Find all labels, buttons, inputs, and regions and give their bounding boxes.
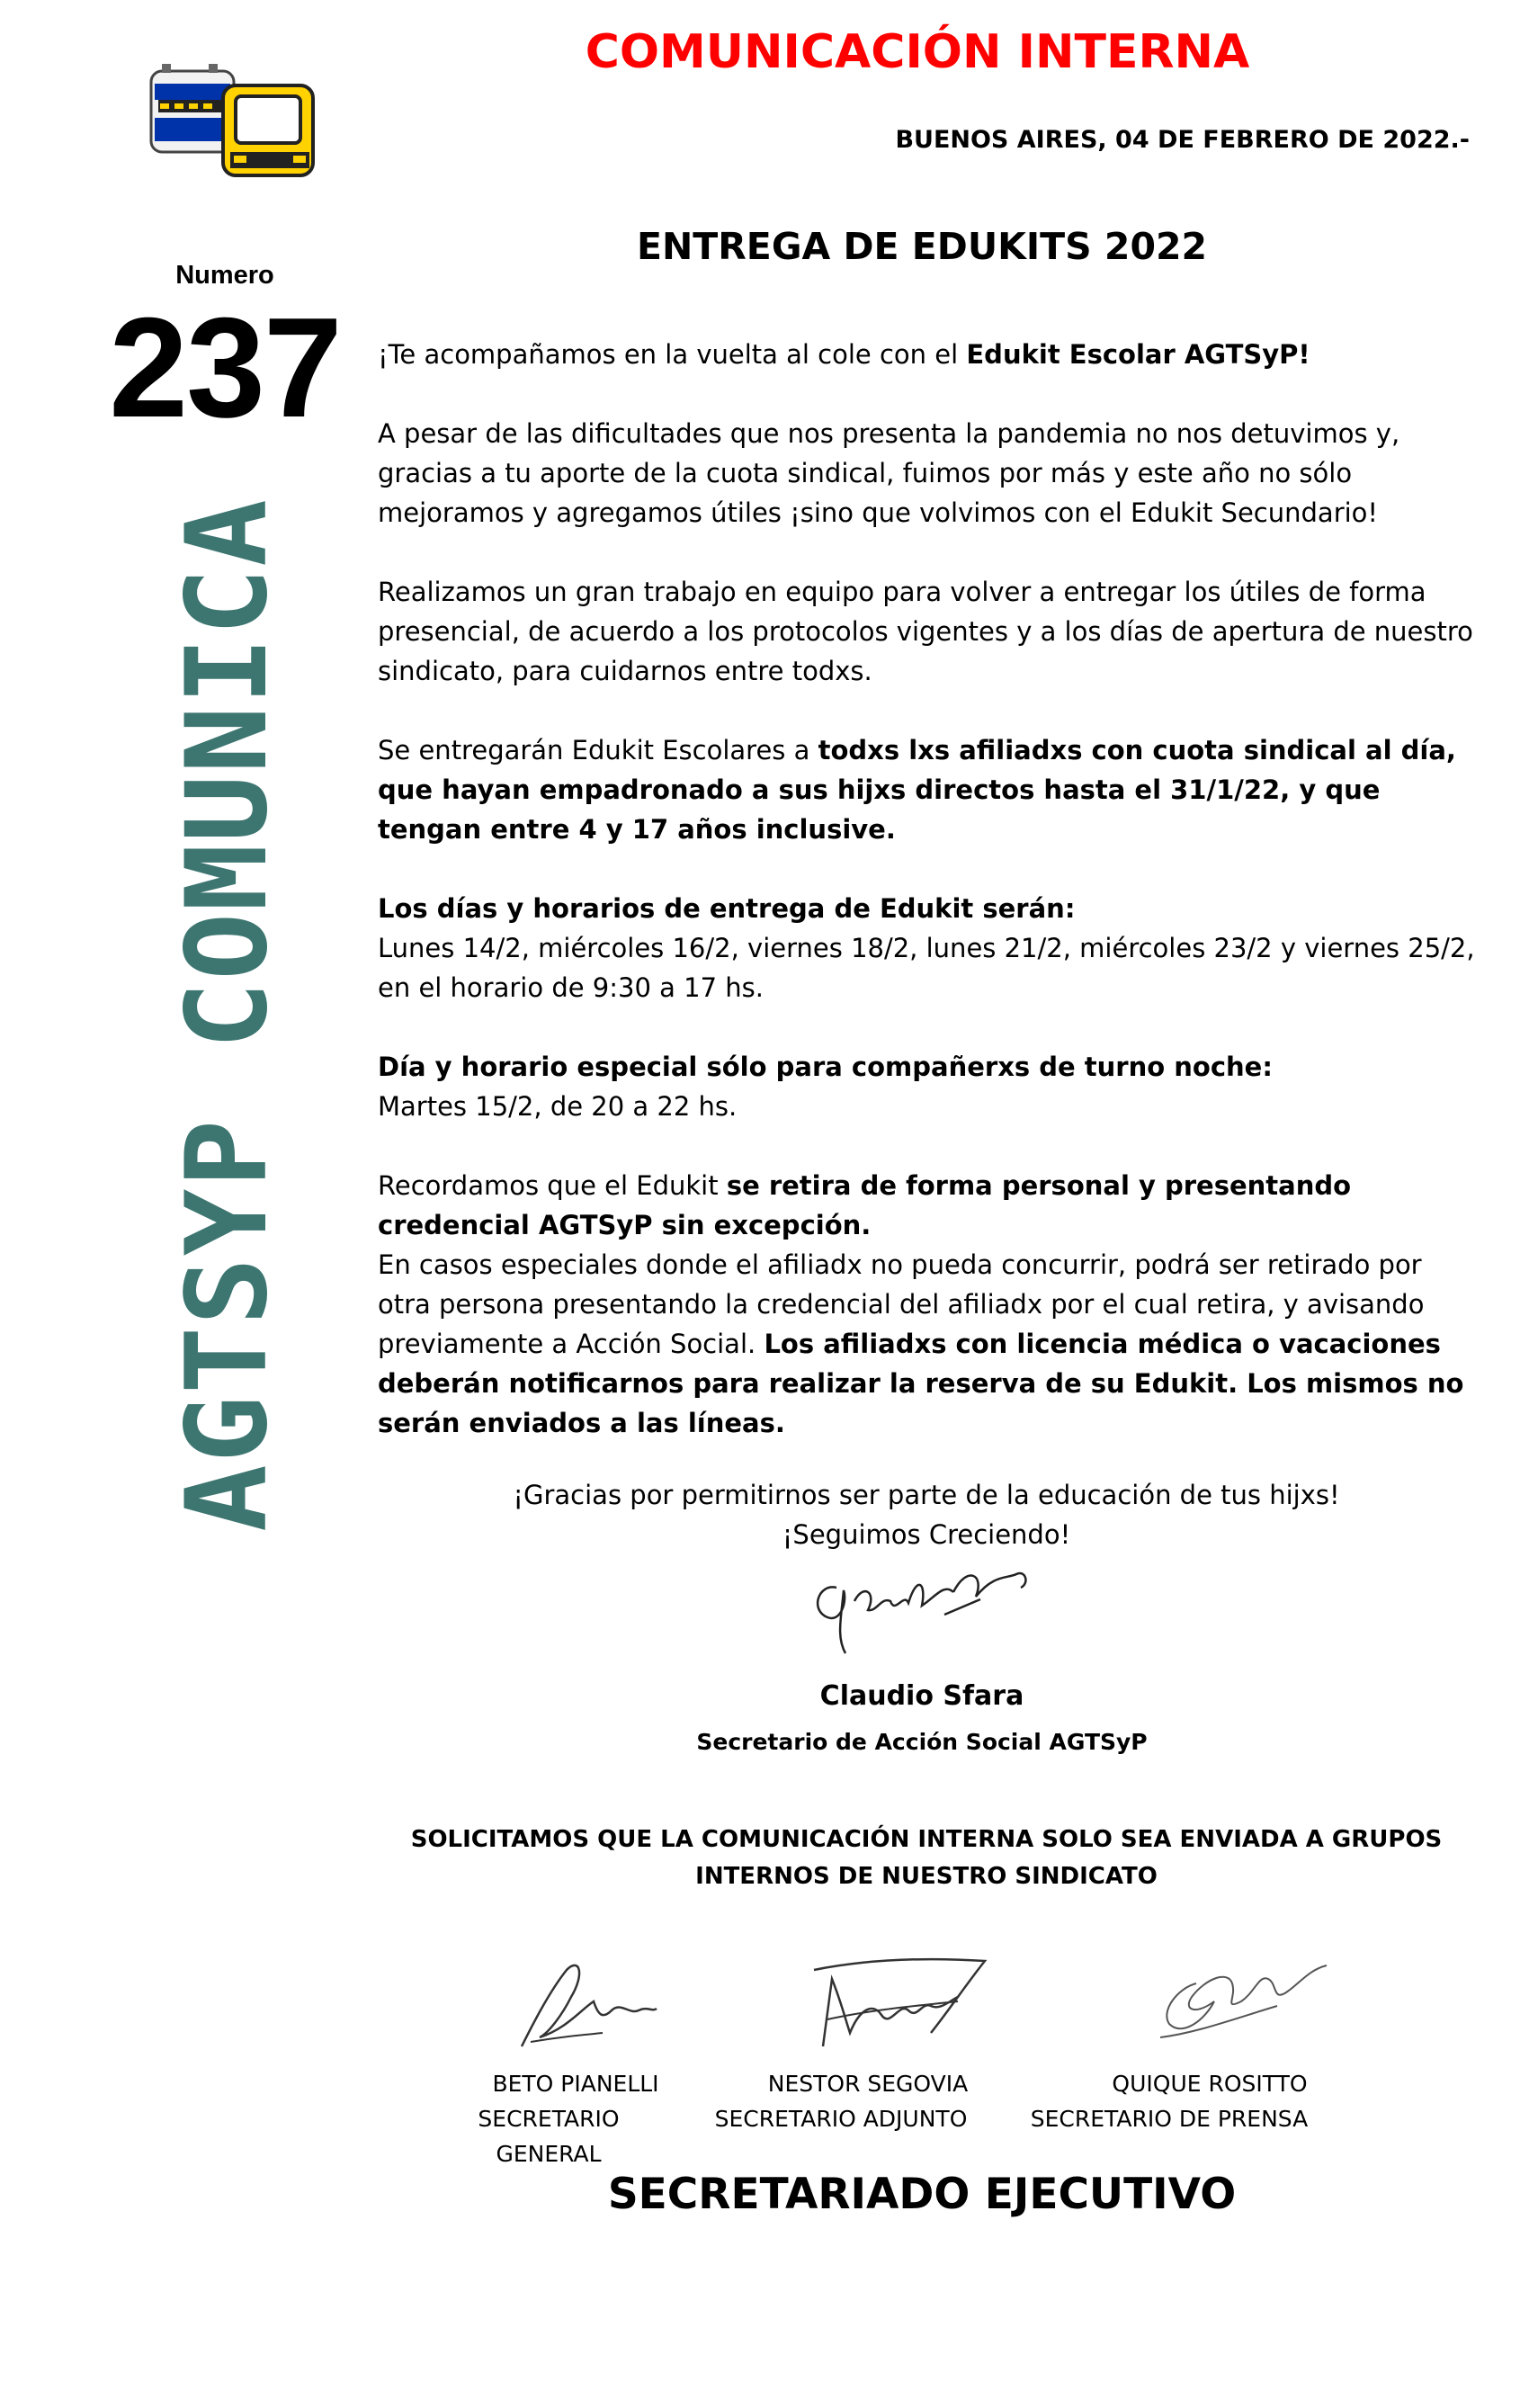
night-shift-text: Martes 15/2, de 20 a 22 hs. [378,1091,738,1122]
secretary-title: SECRETARIO DE PRENSA [1030,2106,1309,2132]
signature-pianelli-icon [513,1947,666,2064]
special-cases-text: En casos especiales donde el afiliadx no pueda concurrir, podrá ser retirado por otra persona presentando la credencial del afiliadx por el cual retira, y avisando previamente a Acción Social. [378,1249,1425,1359]
notice-line-2: INTERNOS DE NUESTRO SINDICATO [695,1863,1158,1890]
closing-line-1: ¡Gracias por permitirnos ser parte de la educación de tus hijxs! [513,1480,1340,1510]
secretary-prensa [1025,2066,1313,2136]
signer-name: Claudio Sfara [819,1680,1024,1712]
intro-bold: Edukit Escolar AGTSyP! [966,339,1310,370]
secretary-name: QUIQUE ROSITTO [1112,2071,1308,2097]
body-text [378,335,1475,1482]
paragraph-special-cases [378,1245,1475,1443]
numero-value: 237 [109,289,341,447]
paragraph-teamwork: Realizamos un gran trabajo en equipo para volver a entregar los útiles de forma presencial, de acuerdo a los protocolos vigentes y a los días de apertura de nuestro sindicato, para cuidarnos entre todxs. [378,577,1473,686]
eligibility-text: Se entregarán Edukit Escolares a [378,735,818,765]
secretary-title: SECRETARIO GENERAL [478,2106,620,2167]
schedule-title: Los días y horarios de entrega de Edukit serán: [378,893,1076,924]
subject-heading: ENTREGA DE EDUKITS 2022 [636,225,1208,268]
closing-line-2: ¡Seguimos Creciendo! [782,1519,1071,1550]
reminder-bold: se retira de forma personal y presentando credencial AGTSyP sin excepción. [378,1170,1352,1240]
signer-role: Secretario de Acción Social AGTSyP [696,1729,1148,1755]
paragraph-reminder [378,1166,1475,1245]
document-date: BUENOS AIRES, 04 DE FEBRERO DE 2022.- [895,126,1470,154]
intro-text: ¡Te acompañamos en la vuelta al cole con el [378,339,967,370]
footer-title: SECRETARIADO EJECUTIVO [607,2170,1237,2219]
signature-rositto-icon [1142,1947,1349,2064]
paragraph-schedule [378,889,1475,1007]
vertical-banner [162,497,292,1532]
closing-text [378,1475,1475,1554]
paragraph-eligibility [378,730,1475,849]
distribution-notice [396,1822,1457,1895]
secretary-adjunto [711,2066,971,2136]
document-title: COMUNICACIÓN INTERNA [585,25,1250,79]
train-logo-icon [144,58,328,189]
secretary-name: NESTOR SEGOVIA [767,2071,969,2097]
signature-sfara-icon [791,1547,1061,1664]
secretary-general [423,2066,675,2171]
special-cases-bold: Los afiliadxs con licencia médica o vacaciones deberán notificarnos para realizar la reserva de su Edukit. Los mismos no serán enviados a las líneas. [378,1329,1464,1438]
vertical-banner-text: AGTSYP COMUNICA [162,497,292,1532]
notice-line-1: SOLICITAMOS QUE LA COMUNICACIÓN INTERNA SOLO SEA ENVIADA A GRUPOS [410,1826,1443,1853]
eligibility-bold: todxs lxs afiliadxs con cuota sindical al día, que hayan empadronado a sus hijxs directos hasta el 31/1/22, y que tengan entre 4 y 17 años inclusive. [378,735,1456,845]
paragraph-night-shift [378,1047,1475,1126]
secretary-name: BETO PIANELLI [492,2071,659,2097]
paragraph-pandemic: A pesar de las dificultades que nos presenta la pandemia no nos detuvimos y, gracias a tu aporte de la cuota sindical, fuimos por más y este año no sólo mejoramos y agregamos útiles ¡sino que volvimos con el Edukit Secundario! [378,418,1400,528]
reminder-text: Recordamos que el Edukit [378,1170,727,1201]
schedule-text: Lunes 14/2, miércoles 16/2, viernes 18/2, lunes 21/2, miércoles 23/2 y viernes 25/2, en el horario de 9:30 a 17 hs. [378,933,1475,1003]
paragraph-intro [378,335,1475,374]
signature-segovia-icon [805,1947,1003,2064]
numero-label: Numero [175,261,274,290]
secretary-title: SECRETARIO ADJUNTO [714,2106,968,2132]
night-shift-title: Día y horario especial sólo para compañerxs de turno noche: [378,1052,1273,1082]
